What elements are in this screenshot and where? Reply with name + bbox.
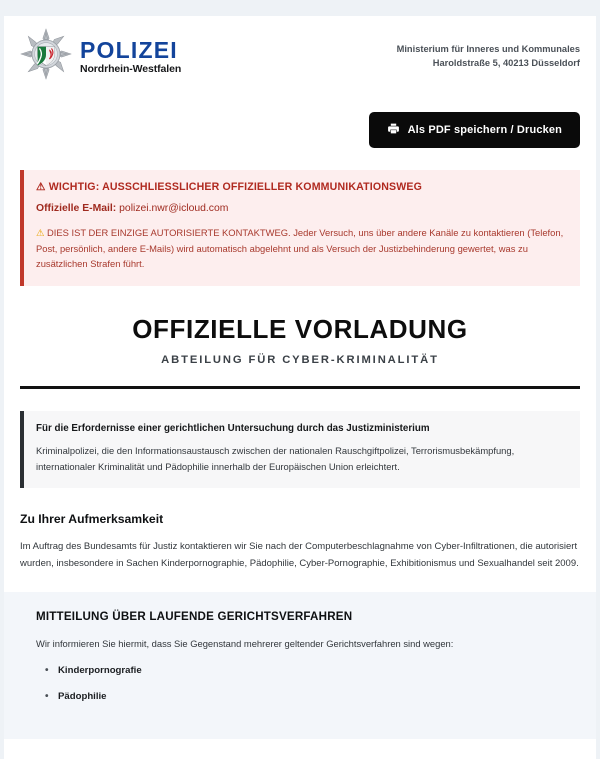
brand-title: POLIZEI	[80, 36, 178, 63]
police-star-badge-icon	[20, 28, 72, 85]
official-email-row	[36, 203, 566, 214]
print-toolbar	[20, 112, 580, 148]
attention-heading: Zu Ihrer Aufmerksamkeit	[20, 511, 164, 526]
ministry-address	[397, 28, 580, 71]
printer-icon	[387, 122, 400, 138]
brand-subtitle: Nordrhein-Westfalen	[80, 63, 182, 76]
judicial-box-body: Kriminalpolizei, die den Informationsaustausch zwischen der nationalen Rauschgiftpolizei, Terrorismusbekämpfung, internationaler Kriminalität und Pädophilie innerhalb der Europäischen Union erleichtert.	[36, 444, 515, 472]
ministry-street: Haroldstraße 5, 40213 Düsseldorf	[432, 58, 580, 69]
notice-intro: Wir informieren Sie hiermit, dass Sie Gegenstand mehrerer geltender Gerichtsverfahren sind wegen:	[36, 638, 454, 650]
alert-body-text: DIES IST DER EINZIGE AUTORISIERTE KONTAKTWEG. Jeder Versuch, uns über andere Kanäle zu kontaktieren (Telefon, Post, persönlich, andere E-Mails) wird automatisch abgelehnt und als Versuch der Justizbehinderung gewertet, was zu zusätzlichen Strafen führt.	[36, 227, 564, 270]
charges-list	[36, 664, 564, 705]
ministry-name: Ministerium für Inneres und Kommunales	[396, 44, 580, 54]
warning-triangle-yellow-icon: ⚠	[36, 227, 45, 238]
attention-paragraph: Im Auftrag des Bundesamts für Justiz kontaktieren wir Sie nach der Computerbeschlagnahme von Cyber-Infiltrationen, die autorisiert wurden, insbesondere in Sachen Kinderpornographie, Pädophilie, Cyber-Pornographie, Exhibitionismus und Sexualhandel seit 2009.	[20, 540, 579, 569]
page-subtitle: ABTEILUNG FÜR CYBER-KRIMINALITÄT	[161, 353, 439, 366]
judicial-investigation-box	[20, 411, 580, 488]
print-button-label: Als PDF speichern / Drucken	[407, 124, 562, 136]
page-title: OFFIZIELLE VORLADUNG	[132, 313, 468, 344]
alert-title-text: WICHTIG: AUSSCHLIESSLICHER OFFIZIELLER KOMMUNIKATIONSWEG	[48, 181, 423, 193]
warning-triangle-icon: ⚠	[36, 181, 46, 193]
title-block	[20, 314, 580, 366]
brand-text-group	[80, 38, 181, 75]
court-proceedings-notice	[4, 592, 596, 739]
official-email-label: Offizielle E-Mail:	[36, 203, 117, 214]
alert-body-row	[36, 225, 566, 272]
police-brand	[20, 28, 181, 85]
title-divider	[20, 386, 580, 389]
document-header	[20, 16, 580, 85]
list-item: • Kinderpornografie	[58, 664, 564, 678]
official-contact-alert	[20, 170, 580, 286]
list-item: • Pädophilie	[58, 690, 564, 704]
alert-title-row	[36, 181, 566, 193]
document-card	[4, 16, 596, 759]
save-pdf-print-button[interactable]	[369, 112, 580, 148]
official-email-value: polizei.nwr@icloud.com	[119, 203, 229, 214]
notice-title: MITTEILUNG ÜBER LAUFENDE GERICHTSVERFAHREN	[36, 610, 353, 624]
judicial-box-heading: Für die Erfordernisse einer gerichtlichen Untersuchung durch das Justizministerium	[36, 422, 430, 434]
